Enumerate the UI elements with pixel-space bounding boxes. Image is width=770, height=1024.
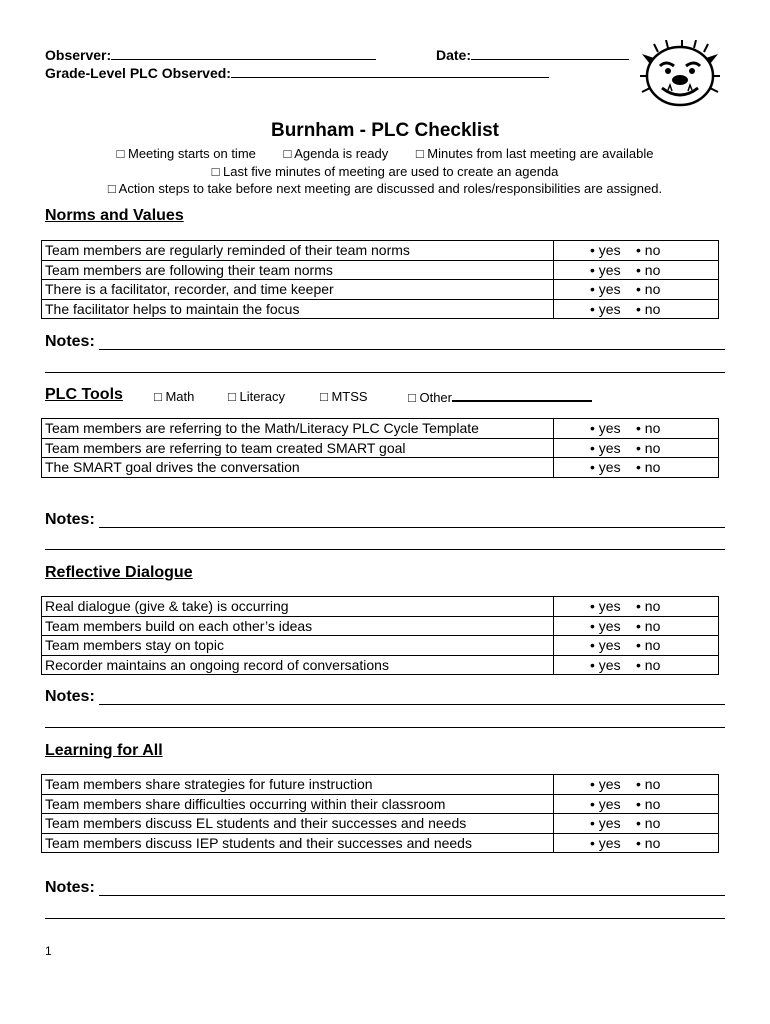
bulldog-logo-icon — [638, 40, 722, 110]
literacy-option[interactable]: □ Literacy — [228, 389, 285, 404]
yes-no-cell[interactable] — [554, 833, 719, 853]
section-title-learning: Learning for All — [45, 742, 163, 759]
table-row — [42, 597, 719, 617]
yes-no-cell[interactable] — [554, 419, 719, 439]
row-label: Team members are referring to the Math/Literacy PLC Cycle Template — [42, 419, 554, 439]
yes-no-cell[interactable] — [554, 775, 719, 795]
row-label: Team members build on each other’s ideas — [42, 616, 554, 636]
table-row — [42, 636, 719, 656]
no-option[interactable]: • no — [636, 242, 661, 258]
date-label: Date: — [436, 47, 472, 63]
yes-option[interactable]: • yes — [590, 776, 621, 792]
other-label: □ Other — [408, 390, 452, 405]
other-line[interactable] — [452, 389, 592, 402]
row-label: Team members discuss EL students and their successes and needs — [42, 814, 554, 834]
yes-no-cell[interactable] — [554, 260, 719, 280]
yes-no-cell[interactable] — [554, 794, 719, 814]
row-label: The facilitator helps to maintain the focus — [42, 299, 554, 319]
notes-field-tools[interactable] — [45, 511, 725, 531]
row-label: Team members are regularly reminded of their team norms — [42, 241, 554, 261]
notes-line[interactable] — [45, 918, 725, 919]
row-label: The SMART goal drives the conversation — [42, 458, 554, 478]
no-option[interactable]: • no — [636, 459, 661, 475]
math-option[interactable]: □ Math — [154, 389, 195, 404]
no-option[interactable]: • no — [636, 439, 661, 456]
yes-no-cell[interactable] — [554, 814, 719, 834]
notes-line[interactable] — [45, 372, 725, 373]
tools-table — [41, 418, 719, 478]
yes-option[interactable]: • yes — [590, 637, 621, 653]
yes-no-cell[interactable] — [554, 616, 719, 636]
no-option[interactable]: • no — [636, 795, 661, 812]
grade-level-line — [231, 65, 549, 78]
table-row — [42, 814, 719, 834]
table-row — [42, 794, 719, 814]
page-title: Burnham - PLC Checklist — [270, 120, 500, 141]
reflective-table — [41, 596, 719, 675]
yes-option[interactable]: • yes — [590, 439, 621, 456]
row-label: Real dialogue (give & take) is occurring — [42, 597, 554, 617]
row-label: Team members stay on topic — [42, 636, 554, 656]
yes-option[interactable]: • yes — [590, 242, 621, 258]
yes-option[interactable]: • yes — [590, 281, 621, 297]
yes-option[interactable]: • yes — [590, 420, 621, 436]
row-label: Team members are referring to team created SMART goal — [42, 438, 554, 458]
notes-line[interactable] — [45, 727, 725, 728]
yes-no-cell[interactable] — [554, 655, 719, 675]
notes-label: Notes: — [45, 333, 95, 350]
yes-no-cell[interactable] — [554, 597, 719, 617]
yes-option[interactable]: • yes — [590, 300, 621, 317]
meeting-checklist-line-1 — [0, 146, 770, 161]
table-row — [42, 280, 719, 300]
yes-option[interactable]: • yes — [590, 795, 621, 812]
yes-option[interactable]: • yes — [590, 656, 621, 673]
meeting-starts-checkbox-item[interactable]: □ Meeting starts on time — [116, 146, 256, 161]
section-title-tools: PLC Tools — [45, 386, 123, 403]
table-row — [42, 438, 719, 458]
date-field[interactable] — [436, 47, 629, 63]
row-label: There is a facilitator, recorder, and time keeper — [42, 280, 554, 300]
notes-label: Notes: — [45, 511, 95, 528]
table-row — [42, 419, 719, 439]
no-option[interactable]: • no — [636, 420, 661, 436]
notes-field-norms[interactable] — [45, 333, 725, 353]
observer-field[interactable] — [45, 47, 376, 63]
table-row — [42, 260, 719, 280]
yes-no-cell[interactable] — [554, 299, 719, 319]
page-number: 1 — [45, 944, 52, 958]
section-title-norms: Norms and Values — [45, 207, 184, 224]
yes-option[interactable]: • yes — [590, 617, 621, 634]
no-option[interactable]: • no — [636, 776, 661, 792]
yes-no-cell[interactable] — [554, 241, 719, 261]
yes-option[interactable]: • yes — [590, 815, 621, 831]
table-row — [42, 299, 719, 319]
minutes-available-checkbox-item[interactable]: □ Minutes from last meeting are available — [415, 146, 654, 161]
no-option[interactable]: • no — [636, 300, 661, 317]
mtss-option[interactable]: □ MTSS — [320, 389, 368, 404]
table-row — [42, 616, 719, 636]
yes-no-cell[interactable] — [554, 458, 719, 478]
no-option[interactable]: • no — [636, 637, 661, 653]
notes-label: Notes: — [45, 879, 95, 896]
table-row — [42, 241, 719, 261]
learning-table — [41, 774, 719, 853]
agenda-ready-checkbox-item[interactable]: □ Agenda is ready — [283, 146, 389, 161]
yes-option[interactable]: • yes — [590, 598, 621, 614]
observer-label: Observer: — [45, 47, 112, 63]
notes-field-reflective[interactable] — [45, 688, 725, 708]
no-option[interactable]: • no — [636, 617, 661, 634]
notes-line[interactable] — [45, 549, 725, 550]
no-option[interactable]: • no — [636, 598, 661, 614]
last-five-minutes-checkbox-item[interactable]: □ Last five minutes of meeting are used to create an agenda — [211, 164, 559, 179]
other-option[interactable] — [408, 389, 592, 405]
grade-level-field[interactable] — [45, 65, 549, 81]
row-label: Team members share difficulties occurring within their classroom — [42, 794, 554, 814]
table-row — [42, 833, 719, 853]
norms-table — [41, 240, 719, 319]
row-label: Team members are following their team norms — [42, 260, 554, 280]
yes-option[interactable]: • yes — [590, 261, 621, 278]
table-row — [42, 458, 719, 478]
yes-option[interactable]: • yes — [590, 834, 621, 851]
section-title-reflective: Reflective Dialogue — [45, 564, 193, 581]
notes-field-learning[interactable] — [45, 879, 725, 899]
yes-no-cell[interactable] — [554, 438, 719, 458]
date-line — [471, 47, 629, 60]
notes-label: Notes: — [45, 688, 95, 705]
row-label: Team members share strategies for future instruction — [42, 775, 554, 795]
no-option[interactable]: • no — [636, 815, 661, 831]
observer-line — [111, 47, 376, 60]
yes-option[interactable]: • yes — [590, 459, 621, 475]
grade-level-label: Grade-Level PLC Observed: — [45, 65, 231, 81]
yes-no-cell[interactable] — [554, 280, 719, 300]
table-row — [42, 775, 719, 795]
row-label: Recorder maintains an ongoing record of conversations — [42, 655, 554, 675]
table-row — [42, 655, 719, 675]
row-label: Team members discuss IEP students and their successes and needs — [42, 833, 554, 853]
no-option[interactable]: • no — [636, 834, 661, 851]
no-option[interactable]: • no — [636, 656, 661, 673]
no-option[interactable]: • no — [636, 261, 661, 278]
yes-no-cell[interactable] — [554, 636, 719, 656]
action-steps-checkbox-item[interactable]: □ Action steps to take before next meeting are discussed and roles/responsibilities are assigned. — [107, 181, 663, 196]
no-option[interactable]: • no — [636, 281, 661, 297]
